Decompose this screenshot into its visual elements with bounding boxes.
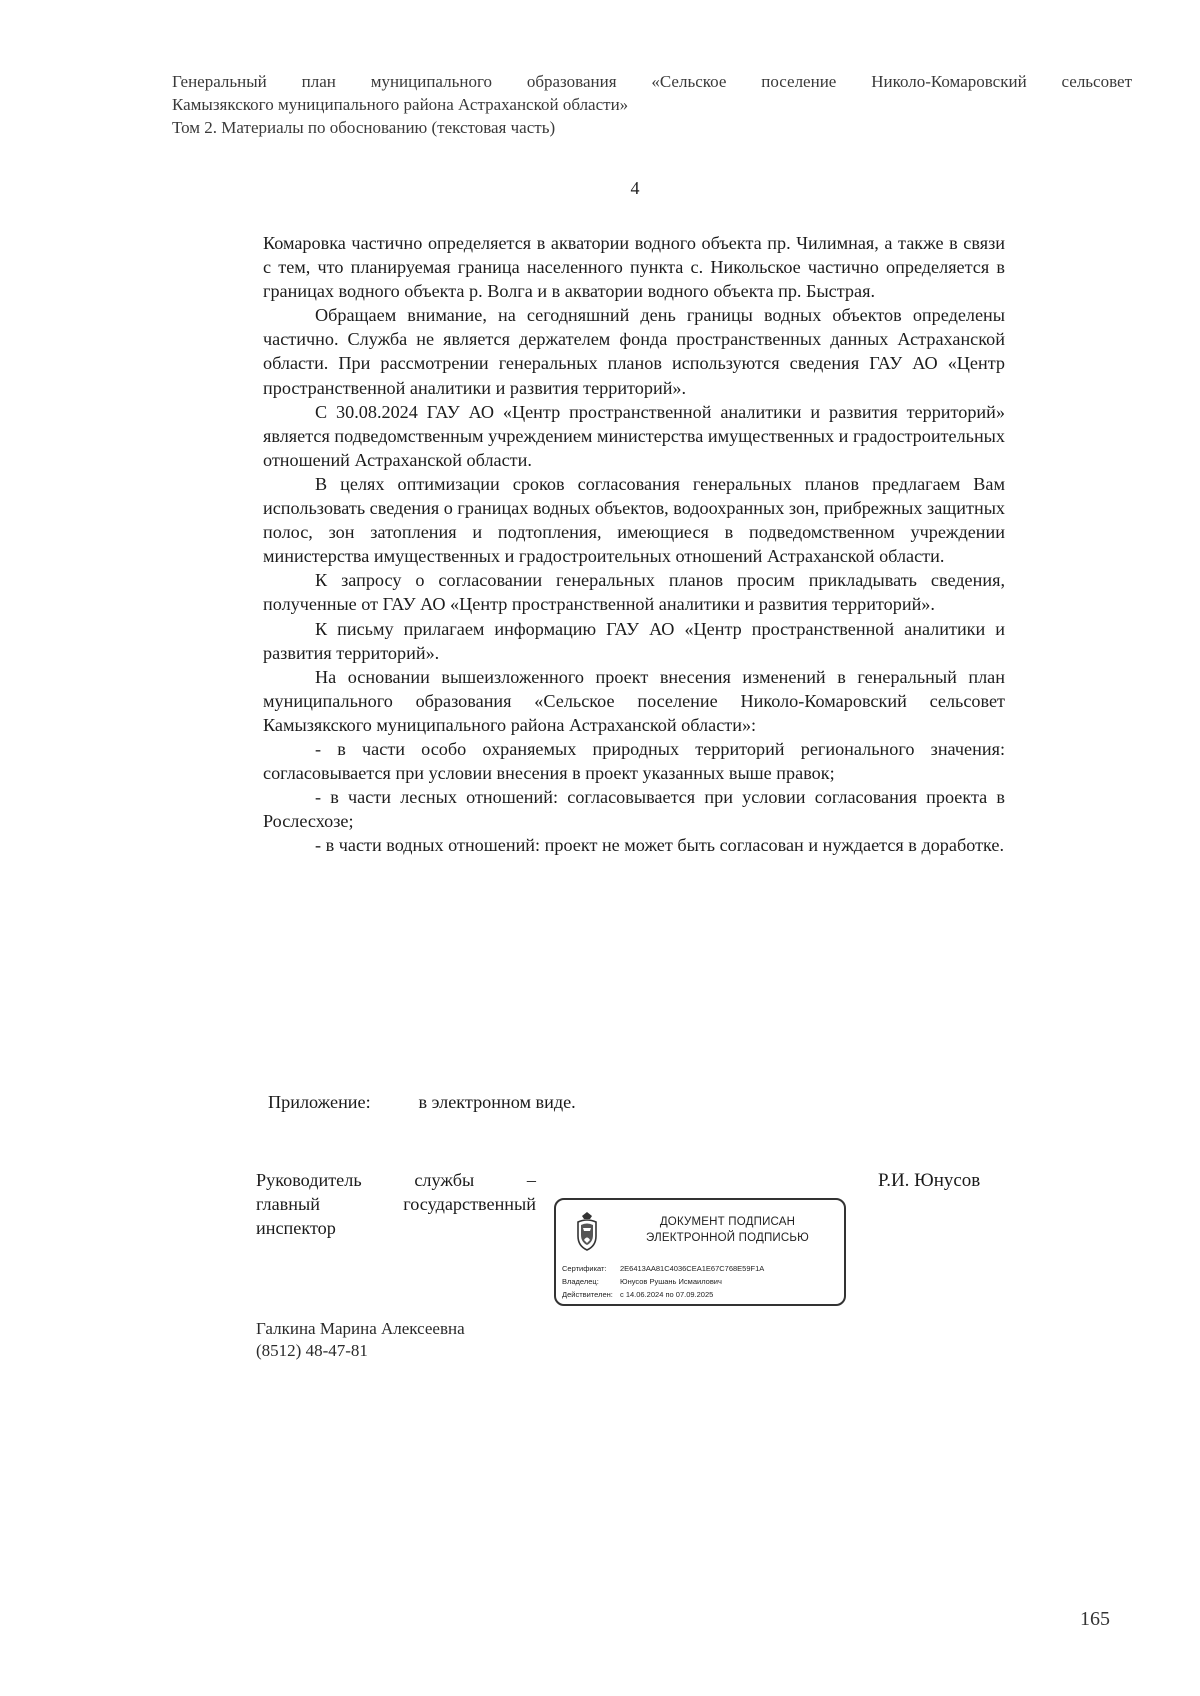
page-number: 165 bbox=[1080, 1608, 1110, 1630]
electronic-signature-stamp bbox=[554, 1198, 846, 1306]
stamp-validity-row bbox=[562, 1288, 764, 1301]
header-line-3: Том 2. Материалы по обоснованию (текстовая часть) bbox=[172, 118, 556, 137]
signer-title-line: Руководитель службы – bbox=[256, 1170, 536, 1190]
paragraph: На основании вышеизложенного проект внесения изменений в генеральный план муниципального образования «Сельское поселение Николо-Комаровский сельсовет Камызякского муниципального района Астраханской области»: bbox=[263, 666, 1005, 735]
paragraph: Обращаем внимание, на сегодняшний день границы водных объектов определены частично. Служба не является держателем фонда пространственных данных Астраханской области. При рассмотрении генеральных планов используются сведения ГАУ АО «Центр пространственной аналитики и развития территорий». bbox=[263, 305, 1005, 398]
header-line-2: Камызякского муниципального района Астраханской области» bbox=[172, 95, 629, 114]
paragraph: Комаровка частично определяется в акватории водного объекта пр. Чилимная, а также в связи с тем, что планируемая граница населенного пункта с. Никольское частично определяется в границах водного объекта р. Волга и в акватории водного объекта пр. Быстрая. bbox=[263, 233, 1005, 302]
signer-name: Р.И. Юнусов bbox=[878, 1170, 981, 1191]
stamp-owner-row bbox=[562, 1275, 764, 1288]
stamp-owner-label: Владелец: bbox=[562, 1277, 599, 1286]
stamp-certificate-label: Сертификат: bbox=[562, 1264, 607, 1273]
letter-page-number: 4 bbox=[630, 178, 640, 198]
paragraph: К запросу о согласовании генеральных планов просим прикладывать сведения, полученные от ГАУ АО «Центр пространственной аналитики и развития территорий». bbox=[263, 570, 1005, 615]
paragraph: - в части водных отношений: проект не может быть согласован и нуждается в доработке. bbox=[315, 835, 1005, 856]
stamp-title-line: ЭЛЕКТРОННОЙ ПОДПИСЬЮ bbox=[646, 1232, 809, 1244]
stamp-validity-value: с 14.06.2024 по 07.09.2025 bbox=[620, 1290, 714, 1299]
paragraph: К письму прилагаем информацию ГАУ АО «Центр пространственной аналитики и развития территорий». bbox=[263, 618, 1005, 663]
annex-line bbox=[268, 1092, 576, 1113]
signer-position bbox=[256, 1168, 536, 1240]
contact-name: Галкина Марина Алексеевна bbox=[256, 1319, 465, 1338]
contact-phone: (8512) 48-47-81 bbox=[256, 1341, 368, 1360]
paragraph: - в части лесных отношений: согласовывается при условии согласования проекта в Рослесхозе; bbox=[263, 787, 1005, 832]
stamp-certificate-value: 2E6413AA81C4036CEA1E67C768E59F1A bbox=[620, 1264, 765, 1273]
stamp-title-line: ДОКУМЕНТ ПОДПИСАН bbox=[659, 1216, 796, 1228]
stamp-validity-label: Действителен: bbox=[562, 1290, 613, 1299]
stamp-details bbox=[562, 1262, 764, 1301]
contact-block bbox=[256, 1318, 465, 1362]
header-line-1: Генеральный план муниципального образования «Сельское поселение Николо-Комаровский сельсовет bbox=[172, 72, 1132, 91]
stamp-certificate-row bbox=[562, 1262, 764, 1275]
paragraph: - в части особо охраняемых природных территорий регионального значения: согласовывается при условии внесения в проект указанных выше правок; bbox=[263, 738, 1005, 784]
stamp-owner-value: Юнусов Рушань Исмаилович bbox=[620, 1277, 722, 1286]
document-header bbox=[172, 70, 1132, 139]
paragraph: В целях оптимизации сроков согласования генеральных планов предлагаем Вам использовать сведения о границах водных объектов, водоохранных зон, прибрежных защитных полос, зон затопления и подтопления, имеющиеся в подведомственном учреждении министерства имущественных и градостроительных отношений Астраханской области. bbox=[263, 473, 1006, 567]
annex-label: Приложение: bbox=[268, 1092, 371, 1112]
annex-value: в электронном виде. bbox=[418, 1092, 576, 1112]
coat-of-arms-icon bbox=[572, 1210, 602, 1252]
letter-body bbox=[263, 231, 1005, 857]
signer-title-line: главный государственный bbox=[256, 1194, 536, 1214]
signer-title-line: инспектор bbox=[256, 1218, 336, 1238]
paragraph: С 30.08.2024 ГАУ АО «Центр пространственной аналитики и развития территорий» является подведомственным учреждением министерства имущественных и градостроительных отношений Астраханской области. bbox=[263, 401, 1005, 470]
